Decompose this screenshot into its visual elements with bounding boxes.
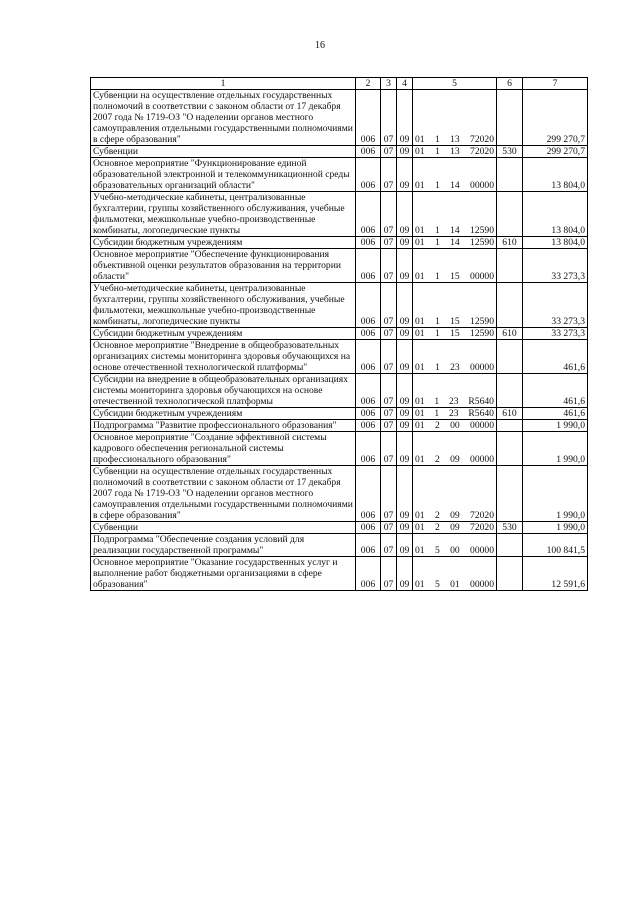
ministry-code: 006 <box>356 146 381 158</box>
subprogram-code: 5 <box>434 579 440 590</box>
page-number: 16 <box>315 40 325 51</box>
direction-code: 72020 <box>470 146 494 157</box>
amount: 1 990,0 <box>523 432 588 466</box>
program-code: 01 <box>415 408 425 419</box>
section-code: 07 <box>381 522 397 534</box>
header-cell: 4 <box>397 78 413 90</box>
amount: 13 804,0 <box>523 237 588 249</box>
ministry-code: 006 <box>356 237 381 249</box>
target-article-code <box>413 158 497 192</box>
activity-code: 23 <box>448 408 459 419</box>
activity-code: 09 <box>450 510 460 521</box>
amount: 1 990,0 <box>523 522 588 534</box>
target-article-code <box>413 90 497 146</box>
direction-code: 00000 <box>470 454 494 465</box>
direction-code: R5640 <box>468 408 494 419</box>
direction-code: 00000 <box>470 420 494 431</box>
target-article-code <box>413 192 497 237</box>
ministry-code: 006 <box>356 192 381 237</box>
header-cell: 7 <box>523 78 588 90</box>
program-code: 01 <box>415 134 425 145</box>
ministry-code: 006 <box>356 90 381 146</box>
row-name: Подпрограмма "Обеспечение создания условий для реализации государственной программы" <box>91 534 356 557</box>
target-article-code <box>413 328 497 340</box>
row-name: Основное мероприятие "Создание эффективной системы кадрового обеспечения региональной системы профессионального образования" <box>91 432 356 466</box>
table-row <box>91 249 588 283</box>
target-article-code <box>413 466 497 522</box>
section-code: 07 <box>381 432 397 466</box>
program-code: 01 <box>415 579 425 590</box>
table-row <box>91 340 588 374</box>
table-row <box>91 328 588 340</box>
expense-type-code: 530 <box>497 146 523 158</box>
expense-type-code <box>497 534 523 557</box>
target-article-code <box>413 522 497 534</box>
ministry-code: 006 <box>356 283 381 328</box>
expense-type-code <box>497 432 523 466</box>
direction-code: 12590 <box>470 225 494 236</box>
amount: 33 273,3 <box>523 249 588 283</box>
program-code: 01 <box>415 545 425 556</box>
activity-code: 13 <box>450 146 460 157</box>
activity-code: 14 <box>450 180 460 191</box>
direction-code: 00000 <box>470 271 494 282</box>
subsection-code: 09 <box>397 249 413 283</box>
direction-code: 72020 <box>470 522 494 533</box>
table-row <box>91 534 588 557</box>
ministry-code: 006 <box>356 420 381 432</box>
program-code: 01 <box>415 271 425 282</box>
section-code: 07 <box>381 557 397 591</box>
row-name: Подпрограмма "Развитие профессионального образования" <box>91 420 356 432</box>
amount: 1 990,0 <box>523 420 588 432</box>
row-name: Субвенции на осуществление отдельных государственных полномочий в соответствии с законом области от 17 декабря 2007 года № 1719-ОЗ "О наделении органов местного самоуправления отдельными государственными полномочиями в сфере образования" <box>91 90 356 146</box>
ministry-code: 006 <box>356 328 381 340</box>
expense-type-code: 610 <box>497 328 523 340</box>
ministry-code: 006 <box>356 557 381 591</box>
table-row <box>91 90 588 146</box>
row-name: Основное мероприятие "Функционирование единой образовательной электронной и телекоммуникационной среды образовательных организаций области" <box>91 158 356 192</box>
program-code: 01 <box>415 396 425 407</box>
subprogram-code: 1 <box>434 316 440 327</box>
activity-code: 15 <box>450 328 460 339</box>
table-row <box>91 374 588 408</box>
ministry-code: 006 <box>356 432 381 466</box>
amount: 33 273,3 <box>523 328 588 340</box>
program-code: 01 <box>415 328 425 339</box>
amount: 1 990,0 <box>523 466 588 522</box>
table-row <box>91 158 588 192</box>
table-row <box>91 283 588 328</box>
activity-code: 09 <box>450 522 460 533</box>
expense-type-code <box>497 158 523 192</box>
program-code: 01 <box>415 522 425 533</box>
direction-code: 00000 <box>470 579 494 590</box>
target-article-code <box>413 557 497 591</box>
ministry-code: 006 <box>356 522 381 534</box>
activity-code: 00 <box>450 545 460 556</box>
expense-type-code <box>497 340 523 374</box>
program-code: 01 <box>415 510 425 521</box>
program-code: 01 <box>415 362 425 373</box>
target-article-code <box>413 237 497 249</box>
program-code: 01 <box>415 146 425 157</box>
expense-type-code: 610 <box>497 408 523 420</box>
section-code: 07 <box>381 374 397 408</box>
section-code: 07 <box>381 249 397 283</box>
direction-code: 72020 <box>470 134 494 145</box>
subsection-code: 09 <box>397 237 413 249</box>
subprogram-code: 1 <box>434 225 440 236</box>
activity-code: 23 <box>448 396 459 407</box>
row-name: Субсидии на внедрение в общеобразовательных организациях системы мониторинга здоровья обучающихся на основе отечественной технологической платформы <box>91 374 356 408</box>
direction-code: 12590 <box>470 237 494 248</box>
activity-code: 01 <box>450 579 460 590</box>
row-name: Основное мероприятие "Обеспечение функционирования объективной оценки результатов образования на территории области" <box>91 249 356 283</box>
section-code: 07 <box>381 146 397 158</box>
header-cell: 6 <box>497 78 523 90</box>
amount: 13 804,0 <box>523 192 588 237</box>
subprogram-code: 2 <box>434 454 440 465</box>
program-code: 01 <box>415 225 425 236</box>
subprogram-code: 1 <box>434 146 440 157</box>
ministry-code: 006 <box>356 158 381 192</box>
section-code: 07 <box>381 534 397 557</box>
target-article-code <box>413 374 497 408</box>
target-article-code <box>413 534 497 557</box>
target-article-code <box>413 340 497 374</box>
ministry-code: 006 <box>356 249 381 283</box>
subprogram-code: 1 <box>434 362 440 373</box>
ministry-code: 006 <box>356 534 381 557</box>
subsection-code: 09 <box>397 192 413 237</box>
row-name: Субвенции <box>91 522 356 534</box>
target-article-code <box>413 146 497 158</box>
expense-type-code: 610 <box>497 237 523 249</box>
target-article-code <box>413 283 497 328</box>
amount: 461,6 <box>523 340 588 374</box>
section-code: 07 <box>381 158 397 192</box>
row-name: Субсидии бюджетным учреждениям <box>91 328 356 340</box>
amount: 12 591,6 <box>523 557 588 591</box>
direction-code: 00000 <box>470 180 494 191</box>
subsection-code: 09 <box>397 432 413 466</box>
activity-code: 09 <box>450 454 460 465</box>
subprogram-code: 1 <box>434 408 440 419</box>
ministry-code: 006 <box>356 466 381 522</box>
subsection-code: 09 <box>397 158 413 192</box>
target-article-code <box>413 249 497 283</box>
section-code: 07 <box>381 408 397 420</box>
subprogram-code: 1 <box>434 328 440 339</box>
direction-code: 12590 <box>470 328 494 339</box>
table-header-row <box>91 78 588 90</box>
header-cell: 5 <box>413 78 497 90</box>
table-row <box>91 420 588 432</box>
subsection-code: 09 <box>397 340 413 374</box>
program-code: 01 <box>415 237 425 248</box>
activity-code: 14 <box>450 225 460 236</box>
amount: 461,6 <box>523 374 588 408</box>
subsection-code: 09 <box>397 522 413 534</box>
program-code: 01 <box>415 454 425 465</box>
expense-type-code <box>497 557 523 591</box>
ministry-code: 006 <box>356 340 381 374</box>
subsection-code: 09 <box>397 328 413 340</box>
subprogram-code: 1 <box>434 271 440 282</box>
header-cell: 1 <box>91 78 356 90</box>
row-name: Учебно-методические кабинеты, централизованные бухгалтерии, группы хозяйственного обслуживания, учебные фильмотеки, межшкольные учебно-производственные комбинаты, логопедические пункты <box>91 192 356 237</box>
amount: 100 841,5 <box>523 534 588 557</box>
section-code: 07 <box>381 192 397 237</box>
expense-type-code <box>497 374 523 408</box>
subprogram-code: 2 <box>434 510 440 521</box>
table-row <box>91 146 588 158</box>
subprogram-code: 1 <box>434 237 440 248</box>
activity-code: 13 <box>450 134 460 145</box>
amount: 33 273,3 <box>523 283 588 328</box>
section-code: 07 <box>381 340 397 374</box>
subprogram-code: 1 <box>434 396 440 407</box>
subsection-code: 09 <box>397 408 413 420</box>
direction-code: 00000 <box>470 362 494 373</box>
program-code: 01 <box>415 316 425 327</box>
expense-type-code: 530 <box>497 522 523 534</box>
program-code: 01 <box>415 180 425 191</box>
expense-type-code <box>497 90 523 146</box>
row-name: Субвенции на осуществление отдельных государственных полномочий в соответствии с законом области от 17 декабря 2007 года № 1719-ОЗ "О наделении органов местного самоуправления отдельными государственными полномочиями в сфере образования" <box>91 466 356 522</box>
row-name: Основное мероприятие "Внедрение в общеобразовательных организациях системы мониторинга здоровья обучающихся на основе отечественной технологической платформы" <box>91 340 356 374</box>
table-row <box>91 466 588 522</box>
table-row <box>91 522 588 534</box>
section-code: 07 <box>381 328 397 340</box>
activity-code: 14 <box>450 237 460 248</box>
section-code: 07 <box>381 420 397 432</box>
row-name: Субвенции <box>91 146 356 158</box>
row-name: Субсидии бюджетным учреждениям <box>91 237 356 249</box>
direction-code: 72020 <box>470 510 494 521</box>
subsection-code: 09 <box>397 466 413 522</box>
amount: 13 804,0 <box>523 158 588 192</box>
ministry-code: 006 <box>356 408 381 420</box>
target-article-code <box>413 432 497 466</box>
target-article-code <box>413 408 497 420</box>
subprogram-code: 2 <box>434 522 440 533</box>
expense-type-code <box>497 466 523 522</box>
subsection-code: 09 <box>397 374 413 408</box>
subprogram-code: 5 <box>434 545 440 556</box>
direction-code: 12590 <box>470 316 494 327</box>
subsection-code: 09 <box>397 420 413 432</box>
expense-type-code <box>497 420 523 432</box>
table-row <box>91 432 588 466</box>
section-code: 07 <box>381 283 397 328</box>
budget-table <box>90 77 588 591</box>
expense-type-code <box>497 192 523 237</box>
table-row <box>91 408 588 420</box>
subsection-code: 09 <box>397 557 413 591</box>
activity-code: 15 <box>450 271 460 282</box>
activity-code: 23 <box>450 362 460 373</box>
row-name: Субсидии бюджетным учреждениям <box>91 408 356 420</box>
row-name: Учебно-методические кабинеты, централизованные бухгалтерии, группы хозяйственного обслуживания, учебные фильмотеки, межшкольные учебно-производственные комбинаты, логопедические пункты <box>91 283 356 328</box>
section-code: 07 <box>381 466 397 522</box>
section-code: 07 <box>381 237 397 249</box>
direction-code: R5640 <box>468 396 494 407</box>
activity-code: 15 <box>450 316 460 327</box>
expense-type-code <box>497 249 523 283</box>
subprogram-code: 1 <box>434 134 440 145</box>
subsection-code: 09 <box>397 283 413 328</box>
header-cell: 2 <box>356 78 381 90</box>
table-row <box>91 192 588 237</box>
target-article-code <box>413 420 497 432</box>
table-row <box>91 237 588 249</box>
amount: 299 270,7 <box>523 90 588 146</box>
program-code: 01 <box>415 420 425 431</box>
subprogram-code: 2 <box>434 420 440 431</box>
direction-code: 00000 <box>470 545 494 556</box>
section-code: 07 <box>381 90 397 146</box>
subsection-code: 09 <box>397 534 413 557</box>
amount: 299 270,7 <box>523 146 588 158</box>
subprogram-code: 1 <box>434 180 440 191</box>
subsection-code: 09 <box>397 146 413 158</box>
ministry-code: 006 <box>356 374 381 408</box>
amount: 461,6 <box>523 408 588 420</box>
subsection-code: 09 <box>397 90 413 146</box>
activity-code: 00 <box>450 420 460 431</box>
row-name: Основное мероприятие "Оказание государственных услуг и выполнение работ бюджетными организациями в сфере образования" <box>91 557 356 591</box>
table-row <box>91 557 588 591</box>
expense-type-code <box>497 283 523 328</box>
header-cell: 3 <box>381 78 397 90</box>
